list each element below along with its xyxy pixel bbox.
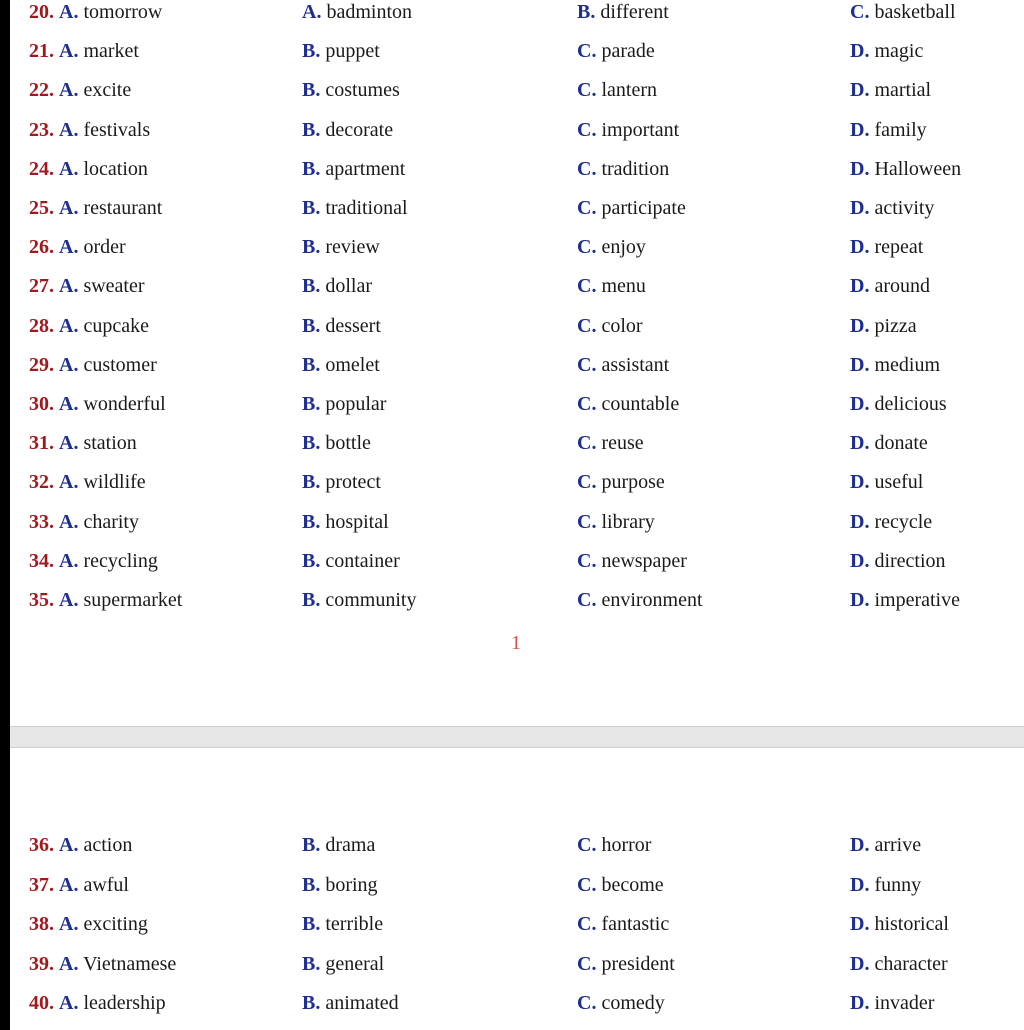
option-word: order [83, 236, 126, 259]
option-word: comedy [601, 992, 665, 1014]
answer-option [577, 546, 687, 576]
answer-option [29, 830, 132, 860]
answer-option [302, 154, 405, 184]
answer-option [850, 232, 923, 262]
option-word: useful [874, 471, 924, 494]
question-number: 36. [29, 834, 54, 856]
option-word: badminton [326, 1, 412, 23]
answer-option [29, 389, 166, 419]
option-letter: D. [850, 589, 870, 611]
option-word: newspaper [601, 549, 687, 572]
answer-option [29, 988, 166, 1018]
option-word: color [601, 314, 643, 337]
answer-option [577, 585, 703, 615]
answer-option [850, 909, 949, 939]
answer-option [29, 585, 182, 615]
option-letter: A. [59, 1, 79, 23]
option-word: medium [874, 353, 940, 376]
option-word: horror [601, 834, 652, 856]
option-word: boring [325, 873, 378, 896]
option-word: exciting [83, 913, 148, 935]
option-letter: A. [59, 275, 79, 298]
question-number: 38. [29, 913, 54, 935]
option-word: activity [874, 197, 935, 219]
option-word: dollar [325, 275, 372, 298]
option-word: martial [874, 79, 932, 102]
option-letter: B. [302, 353, 321, 376]
option-word: president [601, 952, 675, 975]
option-word: location [83, 157, 148, 180]
answer-option [29, 507, 139, 537]
option-letter: D. [850, 834, 870, 856]
option-letter: C. [577, 873, 597, 896]
answer-option [850, 271, 930, 301]
option-word: become [601, 873, 664, 896]
option-word: station [83, 432, 137, 455]
option-word: dessert [325, 314, 381, 337]
answer-option [302, 389, 386, 419]
answer-option [302, 36, 380, 66]
answer-option [577, 507, 655, 537]
question-row [10, 115, 1024, 145]
question-row [10, 154, 1024, 184]
answer-option [29, 0, 162, 27]
option-word: repeat [874, 236, 924, 259]
option-word: library [601, 510, 655, 533]
option-letter: A. [59, 314, 79, 337]
answer-option [577, 154, 669, 184]
option-word: historical [874, 913, 949, 935]
answer-option [302, 507, 389, 537]
option-word: hospital [325, 510, 389, 533]
option-word: environment [601, 589, 703, 611]
question-number: 24. [29, 157, 54, 180]
question-number: 30. [29, 393, 54, 415]
option-word: Vietnamese [83, 952, 177, 975]
option-word: festivals [83, 118, 151, 141]
option-letter: D. [850, 236, 870, 259]
option-word: purpose [601, 471, 665, 494]
option-letter: D. [850, 549, 870, 572]
option-letter: A. [59, 589, 79, 611]
answer-option [577, 870, 664, 900]
option-letter: C. [577, 79, 597, 102]
answer-option [29, 909, 148, 939]
option-letter: D. [850, 118, 870, 141]
option-word: direction [874, 549, 946, 572]
answer-option [29, 546, 158, 576]
answer-option [302, 546, 400, 576]
option-word: awful [83, 873, 129, 896]
option-word: decorate [325, 118, 394, 141]
question-number: 27. [29, 275, 54, 298]
question-row [10, 428, 1024, 458]
question-row [10, 830, 1024, 860]
option-word: excite [83, 79, 132, 102]
answer-option [850, 311, 917, 341]
option-letter: D. [850, 510, 870, 533]
option-letter: A. [302, 1, 322, 23]
option-word: menu [601, 275, 646, 298]
option-word: traditional [325, 197, 408, 219]
option-letter: D. [850, 79, 870, 102]
answer-option [302, 467, 381, 497]
question-row [10, 585, 1024, 615]
question-row [10, 232, 1024, 262]
document-page-1 [10, 0, 1024, 726]
question-row [10, 311, 1024, 341]
answer-option [850, 428, 928, 458]
question-row [10, 467, 1024, 497]
option-word: delicious [874, 393, 947, 415]
question-number: 26. [29, 236, 54, 259]
option-word: basketball [874, 1, 956, 23]
question-row [10, 909, 1024, 939]
answer-option [302, 870, 378, 900]
option-letter: B. [302, 913, 321, 935]
option-letter: B. [302, 79, 321, 102]
option-word: omelet [325, 353, 380, 376]
option-word: Halloween [874, 157, 962, 180]
option-word: apartment [325, 157, 406, 180]
option-letter: D. [850, 353, 870, 376]
answer-option [850, 585, 960, 615]
option-letter: B. [302, 197, 321, 219]
option-word: animated [325, 992, 399, 1014]
answer-option [29, 115, 150, 145]
option-letter: B. [302, 393, 321, 415]
question-row [10, 193, 1024, 223]
option-word: reuse [601, 432, 644, 455]
option-word: important [601, 118, 680, 141]
option-letter: B. [302, 118, 321, 141]
answer-option [29, 193, 162, 223]
option-word: leadership [83, 992, 166, 1014]
answer-option [577, 949, 675, 979]
answer-option [850, 36, 923, 66]
option-letter: D. [850, 393, 870, 415]
option-word: funny [874, 873, 922, 896]
option-letter: B. [302, 992, 321, 1014]
option-letter: C. [577, 589, 597, 611]
answer-option [850, 115, 927, 145]
option-word: cupcake [83, 314, 149, 337]
answer-option [850, 988, 934, 1018]
question-row [10, 36, 1024, 66]
option-letter: B. [302, 40, 321, 63]
option-letter: B. [302, 157, 321, 180]
question-number: 39. [29, 952, 54, 975]
option-word: community [325, 589, 417, 611]
answer-option [29, 271, 145, 301]
question-number: 37. [29, 873, 54, 896]
answer-option [850, 75, 931, 105]
option-word: wonderful [83, 393, 166, 415]
page-number: 1 [511, 632, 521, 654]
option-letter: D. [850, 952, 870, 975]
answer-option [29, 75, 131, 105]
option-word: sweater [83, 275, 145, 298]
option-word: countable [601, 393, 680, 415]
option-word: costumes [325, 79, 400, 102]
option-word: charity [83, 510, 139, 533]
option-letter: D. [850, 471, 870, 494]
answer-option [29, 36, 139, 66]
question-number: 23. [29, 118, 54, 141]
option-word: wildlife [83, 471, 146, 494]
option-word: pizza [874, 314, 917, 337]
question-number: 20. [29, 1, 54, 23]
option-word: recycling [83, 549, 158, 572]
option-letter: B. [302, 549, 321, 572]
option-word: terrible [325, 913, 384, 935]
answer-option [302, 428, 371, 458]
option-letter: A. [59, 873, 79, 896]
answer-option [577, 467, 665, 497]
answer-option [302, 830, 375, 860]
option-letter: C. [577, 549, 597, 572]
answer-option [577, 389, 679, 419]
option-word: protect [325, 471, 381, 494]
option-letter: A. [59, 510, 79, 533]
answer-option [302, 232, 380, 262]
answer-option [29, 949, 176, 979]
option-letter: C. [577, 314, 597, 337]
option-letter: C. [577, 197, 597, 219]
option-letter: A. [59, 432, 79, 455]
option-letter: C. [577, 913, 597, 935]
answer-option [302, 350, 380, 380]
option-letter: B. [302, 471, 321, 494]
option-letter: B. [302, 589, 321, 611]
option-word: container [325, 549, 400, 572]
option-word: drama [325, 834, 376, 856]
question-number: 25. [29, 197, 54, 219]
answer-option [29, 154, 148, 184]
option-letter: A. [59, 992, 79, 1014]
option-word: invader [874, 992, 935, 1014]
answer-option [850, 467, 923, 497]
question-row [10, 0, 1024, 27]
option-letter: A. [59, 393, 79, 415]
option-word: tomorrow [83, 1, 163, 23]
option-letter: A. [59, 471, 79, 494]
option-letter: B. [577, 1, 596, 23]
answer-option [850, 0, 956, 27]
question-row [10, 870, 1024, 900]
option-word: supermarket [83, 589, 183, 611]
option-word: recycle [874, 510, 933, 533]
option-letter: D. [850, 432, 870, 455]
option-word: parade [601, 40, 655, 63]
option-letter: A. [59, 549, 79, 572]
question-row [10, 271, 1024, 301]
answer-option [29, 467, 146, 497]
answer-option [577, 36, 655, 66]
answer-option [29, 232, 126, 262]
answer-option [302, 0, 412, 27]
option-letter: D. [850, 157, 870, 180]
answer-option [577, 988, 665, 1018]
answer-option [302, 949, 384, 979]
answer-option [577, 350, 669, 380]
question-number: 29. [29, 353, 54, 376]
question-row [10, 949, 1024, 979]
answer-option [577, 232, 646, 262]
option-word: imperative [874, 589, 960, 611]
option-letter: A. [59, 197, 79, 219]
option-word: enjoy [601, 236, 646, 259]
option-letter: D. [850, 275, 870, 298]
answer-option [29, 350, 157, 380]
answer-option [850, 870, 921, 900]
option-letter: B. [302, 314, 321, 337]
option-letter: C. [577, 992, 597, 1014]
option-letter: C. [577, 834, 597, 856]
option-letter: B. [302, 432, 321, 455]
option-letter: C. [577, 118, 597, 141]
option-letter: C. [850, 1, 870, 23]
question-row [10, 350, 1024, 380]
answer-option [302, 75, 400, 105]
question-number: 32. [29, 471, 54, 494]
question-number: 35. [29, 589, 54, 611]
answer-option [850, 830, 921, 860]
answer-option [850, 350, 940, 380]
option-word: magic [874, 40, 924, 63]
answer-option [850, 154, 961, 184]
answer-option [302, 193, 408, 223]
answer-option [302, 115, 393, 145]
option-letter: B. [302, 510, 321, 533]
option-letter: B. [302, 275, 321, 298]
option-letter: C. [577, 510, 597, 533]
question-number: 34. [29, 549, 54, 572]
option-word: donate [874, 432, 928, 455]
option-word: fantastic [601, 913, 670, 935]
option-letter: D. [850, 40, 870, 63]
option-letter: D. [850, 992, 870, 1014]
answer-option [577, 115, 679, 145]
option-letter: C. [577, 353, 597, 376]
option-letter: C. [577, 275, 597, 298]
question-number: 31. [29, 432, 54, 455]
option-word: customer [83, 353, 157, 376]
option-letter: D. [850, 314, 870, 337]
answer-option [577, 75, 657, 105]
option-letter: A. [59, 236, 79, 259]
answer-option [850, 389, 947, 419]
answer-option [302, 311, 381, 341]
question-number: 40. [29, 992, 54, 1014]
option-letter: B. [302, 834, 321, 856]
option-letter: B. [302, 952, 321, 975]
question-number: 28. [29, 314, 54, 337]
option-word: popular [325, 393, 387, 415]
answer-option [302, 909, 383, 939]
answer-option [577, 909, 669, 939]
option-letter: C. [577, 236, 597, 259]
option-letter: A. [59, 79, 79, 102]
option-letter: D. [850, 873, 870, 896]
option-word: arrive [874, 834, 922, 856]
option-letter: C. [577, 471, 597, 494]
option-letter: D. [850, 197, 870, 219]
answer-option [302, 585, 416, 615]
document-page-2 [10, 748, 1024, 1030]
option-letter: C. [577, 40, 597, 63]
answer-option [29, 870, 129, 900]
option-word: assistant [601, 353, 670, 376]
answer-option [302, 271, 372, 301]
question-row [10, 75, 1024, 105]
answer-option [577, 271, 646, 301]
option-word: bottle [325, 432, 371, 455]
option-word: tradition [601, 157, 670, 180]
option-word: puppet [325, 40, 380, 63]
question-row [10, 546, 1024, 576]
option-word: action [83, 834, 133, 856]
answer-option [850, 193, 934, 223]
answer-option [577, 193, 686, 223]
option-letter: A. [59, 118, 79, 141]
option-word: lantern [601, 79, 657, 102]
option-letter: C. [577, 393, 597, 415]
option-word: different [600, 1, 669, 23]
question-number: 33. [29, 510, 54, 533]
answer-option [577, 428, 644, 458]
question-row [10, 988, 1024, 1018]
option-word: review [325, 236, 380, 259]
option-letter: D. [850, 913, 870, 935]
option-letter: C. [577, 952, 597, 975]
question-row [10, 389, 1024, 419]
option-letter: C. [577, 432, 597, 455]
question-number: 22. [29, 79, 54, 102]
answer-option [850, 949, 948, 979]
option-letter: B. [302, 236, 321, 259]
answer-option [577, 311, 643, 341]
answer-option [302, 988, 399, 1018]
option-word: character [874, 952, 948, 975]
option-word: market [83, 40, 139, 63]
option-letter: C. [577, 157, 597, 180]
option-word: restaurant [83, 197, 163, 219]
option-letter: A. [59, 353, 79, 376]
option-letter: A. [59, 157, 79, 180]
answer-option [29, 311, 149, 341]
option-letter: A. [59, 834, 79, 856]
answer-option [577, 830, 651, 860]
answer-option [29, 428, 137, 458]
page-separator [10, 726, 1024, 748]
answer-option [850, 546, 946, 576]
option-word: participate [601, 197, 686, 219]
option-letter: A. [59, 952, 79, 975]
answer-option [850, 507, 932, 537]
option-word: around [874, 275, 930, 298]
question-row [10, 507, 1024, 537]
option-word: general [325, 952, 385, 975]
question-number: 21. [29, 40, 54, 63]
option-letter: A. [59, 913, 79, 935]
answer-option [577, 0, 669, 27]
option-letter: B. [302, 873, 321, 896]
option-word: family [874, 118, 927, 141]
option-letter: A. [59, 40, 79, 63]
